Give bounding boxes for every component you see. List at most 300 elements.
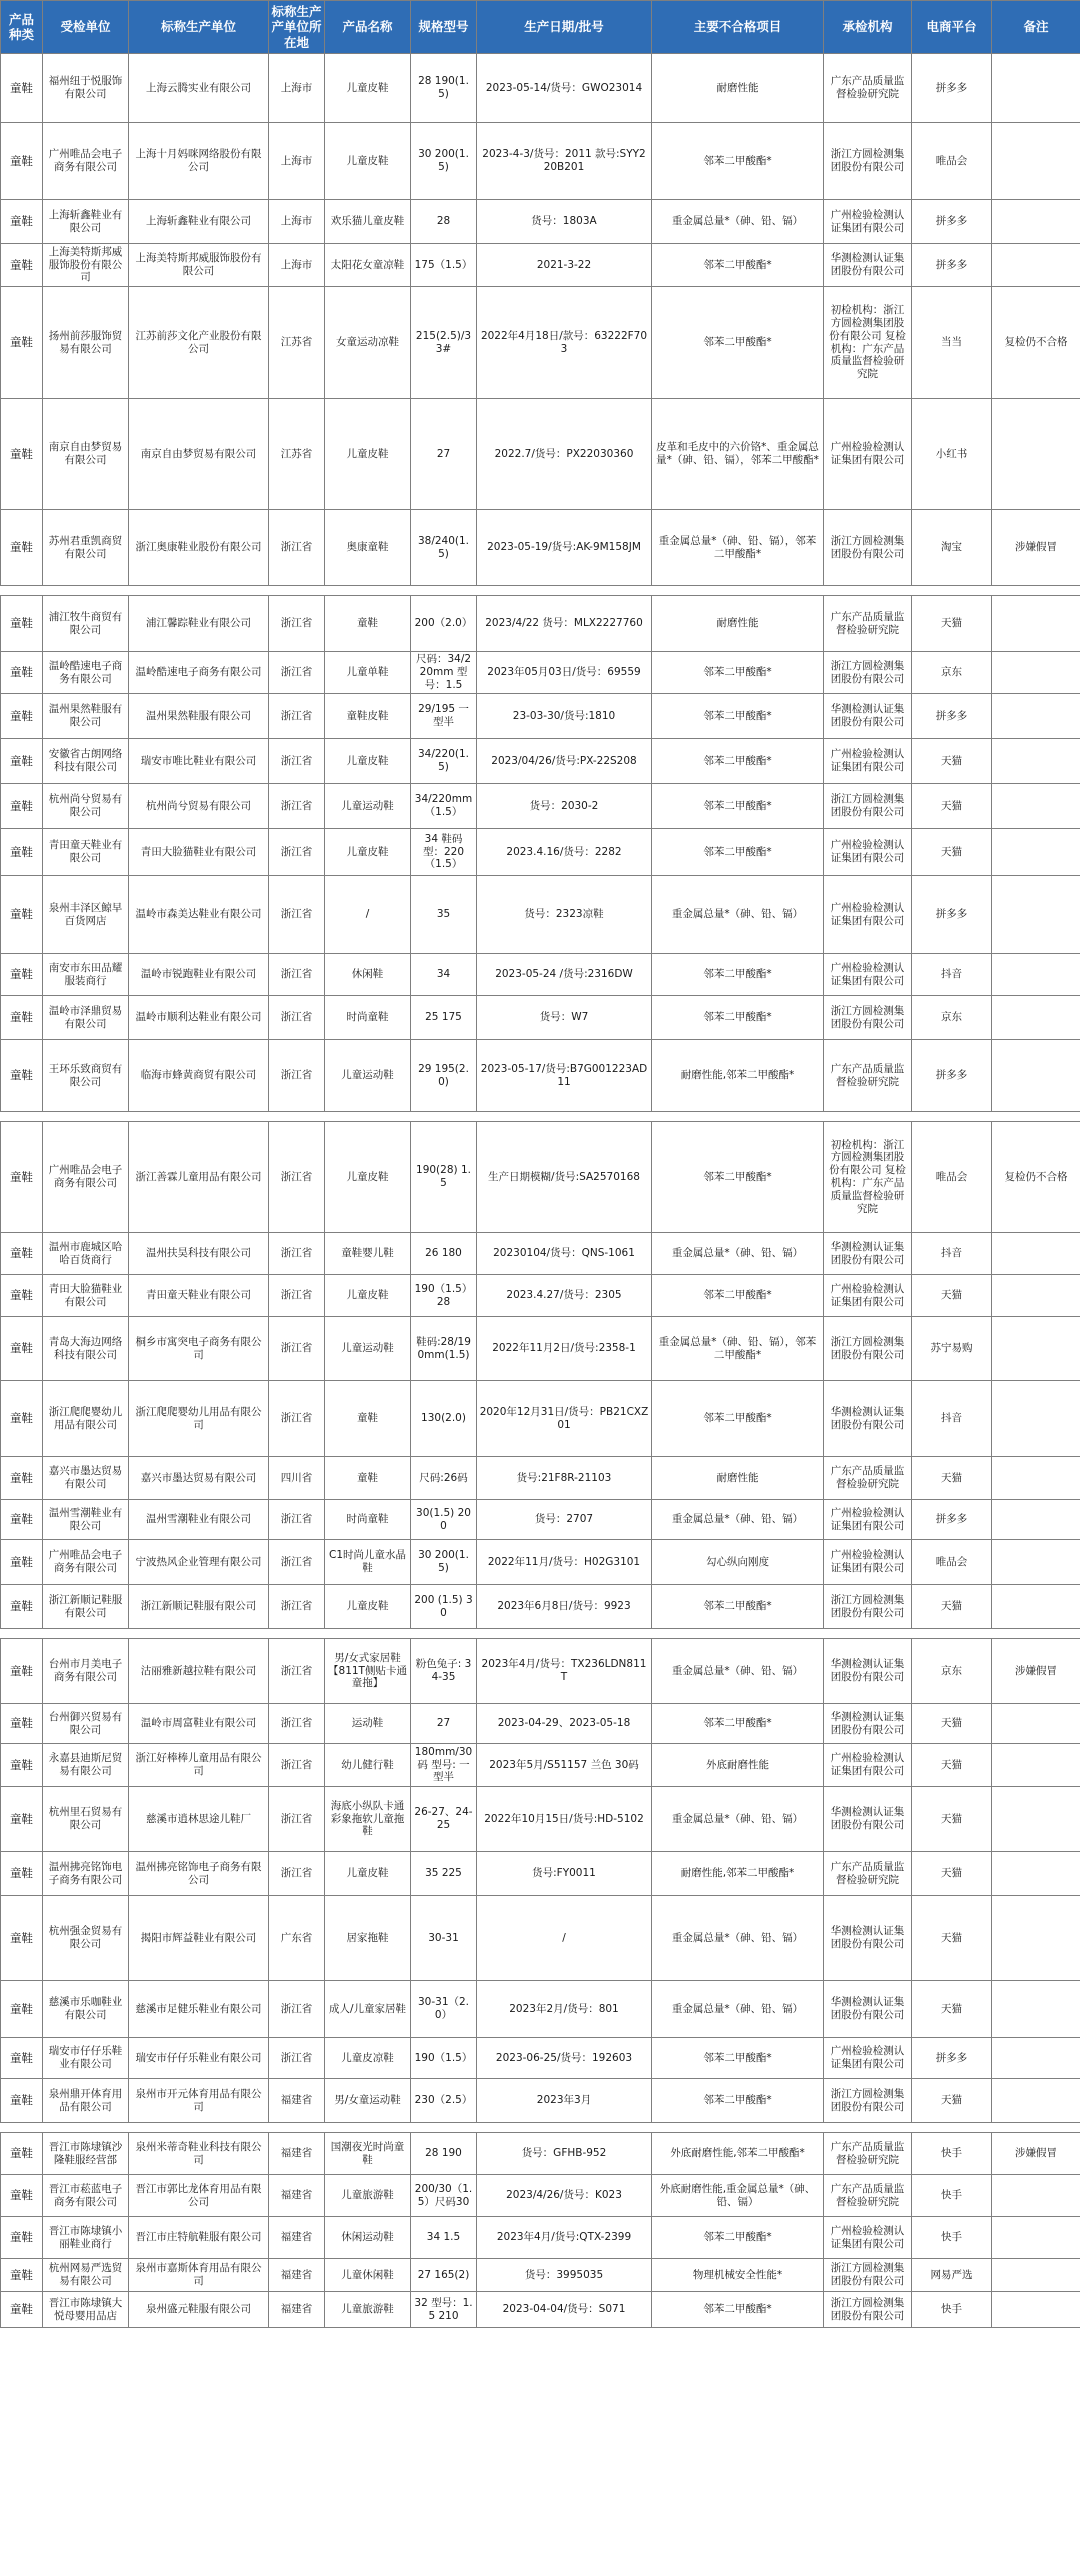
remarks-cell [992,1457,1080,1500]
manufacturer-cell: 杭州尚兮贸易有限公司 [129,784,269,829]
manufacturer-cell: 浙江好棒棒儿童用品有限公司 [129,1744,269,1787]
manufacturer-cell: 南京自由梦贸易有限公司 [129,399,269,510]
table-row [1,1317,1080,1381]
inspected-unit-cell: 杭州网易严选贸易有限公司 [43,2259,129,2292]
table-row [1,2292,1080,2328]
spec-cell: 32 型号：1.5 210 [411,2292,477,2328]
remarks-cell [992,399,1080,510]
product-type-cell: 童鞋 [1,829,43,876]
table-row [1,510,1080,586]
failed-items-cell: 邻苯二甲酸酯* [652,1704,824,1744]
batch-cell: / [477,1896,652,1981]
table-row [1,1744,1080,1787]
product-name-cell: 儿童单鞋 [325,652,411,694]
remarks-cell [992,2292,1080,2328]
failed-items-cell: 邻苯二甲酸酯* [652,287,824,399]
product-name-cell: 儿童运动鞋 [325,1317,411,1381]
remarks-cell [992,1540,1080,1585]
spec-cell: 200（2.0） [411,596,477,652]
batch-cell: 2023年05月03日/货号：69559 [477,652,652,694]
testing-agency-cell: 广州检验检测认证集团有限公司 [824,1500,912,1540]
location-cell: 江苏省 [269,287,325,399]
platform-cell: 拼多多 [912,1500,992,1540]
platform-cell: 天猫 [912,1704,992,1744]
inspected-unit-cell: 浦江牧牛商贸有限公司 [43,596,129,652]
testing-agency-cell: 浙江方圆检测集团股份有限公司 [824,123,912,200]
platform-cell: 天猫 [912,1585,992,1629]
product-name-cell: 儿童皮鞋 [325,1122,411,1233]
batch-cell: 2022年11月2日/货号:2358-1 [477,1317,652,1381]
product-type-cell: 童鞋 [1,1233,43,1275]
failed-items-cell: 耐磨性能,邻苯二甲酸酯* [652,1040,824,1112]
platform-cell: 小红书 [912,399,992,510]
table-row [1,1787,1080,1852]
product-name-cell: 女童运动凉鞋 [325,287,411,399]
manufacturer-cell: 浙江奥康鞋业股份有限公司 [129,510,269,586]
failed-items-cell: 外底耐磨性能,邻苯二甲酸酯* [652,2133,824,2175]
manufacturer-cell: 揭阳市辉益鞋业有限公司 [129,1896,269,1981]
remarks-cell [992,1981,1080,2038]
location-cell: 浙江省 [269,954,325,996]
batch-cell: 货号：2030-2 [477,784,652,829]
batch-cell: 货号:21F8R-21103 [477,1457,652,1500]
manufacturer-cell: 温岭市森美达鞋业有限公司 [129,876,269,954]
remarks-cell [992,876,1080,954]
batch-cell: 2023-05-19/货号:AK-9M158JM [477,510,652,586]
failed-items-cell: 邻苯二甲酸酯* [652,739,824,784]
location-cell: 浙江省 [269,1852,325,1896]
remarks-cell [992,739,1080,784]
platform-cell: 快手 [912,2217,992,2259]
location-cell: 福建省 [269,2079,325,2123]
product-name-cell: 时尚童鞋 [325,1500,411,1540]
inspected-unit-cell: 温州雪潮鞋业有限公司 [43,1500,129,1540]
product-name-cell: 童鞋皮鞋 [325,694,411,739]
inspected-unit-cell: 温州市鹿城区哈哈百货商行 [43,1233,129,1275]
product-type-cell: 童鞋 [1,200,43,244]
product-type-cell: 童鞋 [1,2038,43,2079]
product-type-cell: 童鞋 [1,1122,43,1233]
product-type-cell: 童鞋 [1,244,43,287]
location-cell: 浙江省 [269,1981,325,2038]
platform-cell: 拼多多 [912,2038,992,2079]
product-type-cell: 童鞋 [1,694,43,739]
inspected-unit-cell: 安徽省古朗网络科技有限公司 [43,739,129,784]
failed-items-cell: 邻苯二甲酸酯* [652,694,824,739]
inspected-unit-cell: 台州御兴贸易有限公司 [43,1704,129,1744]
spec-cell: 130(2.0) [411,1381,477,1457]
product-name-cell: 欢乐猫儿童皮鞋 [325,200,411,244]
inspected-unit-cell: 青岛大海边网络科技有限公司 [43,1317,129,1381]
platform-cell: 天猫 [912,1457,992,1500]
product-name-cell: 儿童旅游鞋 [325,2292,411,2328]
platform-cell: 唯品会 [912,123,992,200]
product-name-cell: 儿童皮鞋 [325,739,411,784]
inspected-unit-cell: 苏州君重凯商贸有限公司 [43,510,129,586]
failed-items-cell: 重金属总量*（砷、铅、镉） [652,1233,824,1275]
batch-cell: 货号：W7 [477,996,652,1040]
testing-agency-cell: 华测检测认证集团股份有限公司 [824,1896,912,1981]
testing-agency-cell: 华测检测认证集团股份有限公司 [824,1233,912,1275]
platform-cell: 淘宝 [912,510,992,586]
product-name-cell: 儿童皮鞋 [325,1585,411,1629]
location-cell: 江苏省 [269,399,325,510]
spec-cell: 34 1.5 [411,2217,477,2259]
table-row [1,1381,1080,1457]
testing-agency-cell: 华测检测认证集团股份有限公司 [824,1787,912,1852]
location-cell: 上海市 [269,200,325,244]
inspected-unit-cell: 温州拂亮铭饰电子商务有限公司 [43,1852,129,1896]
manufacturer-cell: 泉州市开元体育用品有限公司 [129,2079,269,2123]
spec-cell: 尺码:26码 [411,1457,477,1500]
remarks-cell [992,954,1080,996]
header-batch: 生产日期/批号 [477,1,652,54]
testing-agency-cell: 广东产品质量监督检验研究院 [824,596,912,652]
location-cell: 上海市 [269,54,325,123]
remarks-cell [992,2038,1080,2079]
remarks-cell [992,1233,1080,1275]
spec-cell: 29 195(2.0) [411,1040,477,1112]
table-row [1,200,1080,244]
table-row [1,694,1080,739]
product-name-cell: 童鞋 [325,1381,411,1457]
batch-cell: 2023-04-04/货号：S071 [477,2292,652,2328]
product-name-cell: 儿童休闲鞋 [325,2259,411,2292]
location-cell: 四川省 [269,1457,325,1500]
testing-agency-cell: 浙江方圆检测集团股份有限公司 [824,652,912,694]
table-row [1,1233,1080,1275]
failed-items-cell: 邻苯二甲酸酯* [652,1122,824,1233]
product-name-cell: 儿童运动鞋 [325,1040,411,1112]
location-cell: 浙江省 [269,694,325,739]
product-type-cell: 童鞋 [1,596,43,652]
spec-cell: 25 175 [411,996,477,1040]
location-cell: 浙江省 [269,1639,325,1704]
remarks-cell: 涉嫌假冒 [992,2133,1080,2175]
remarks-cell [992,1787,1080,1852]
failed-items-cell: 耐磨性能,邻苯二甲酸酯* [652,1852,824,1896]
manufacturer-cell: 上海美特斯邦威服饰股份有限公司 [129,244,269,287]
batch-cell: 2023-06-25/货号：192603 [477,2038,652,2079]
product-type-cell: 童鞋 [1,2175,43,2217]
header-manufacturer: 标称生产单位 [129,1,269,54]
remarks-cell [992,2259,1080,2292]
inspected-unit-cell: 温岭酷速电子商务有限公司 [43,652,129,694]
product-name-cell: / [325,876,411,954]
inspected-unit-cell: 泉州丰泽区鲸早百货网店 [43,876,129,954]
manufacturer-cell: 温州扶昊科技有限公司 [129,1233,269,1275]
batch-cell: 2022年10月15日/货号:HD-5102 [477,1787,652,1852]
group-separator [1,2123,1080,2133]
platform-cell: 天猫 [912,1744,992,1787]
batch-cell: 2023-05-17/货号:B7G001223AD11 [477,1040,652,1112]
spec-cell: 28 190(1.5) [411,54,477,123]
product-name-cell: 童鞋 [325,596,411,652]
remarks-cell [992,829,1080,876]
remarks-cell [992,1896,1080,1981]
inspected-unit-cell: 广州唯品会电子商务有限公司 [43,1540,129,1585]
product-type-cell: 童鞋 [1,399,43,510]
remarks-cell [992,1381,1080,1457]
batch-cell: 2022年11月/货号：H02G3101 [477,1540,652,1585]
platform-cell: 拼多多 [912,244,992,287]
location-cell: 浙江省 [269,1381,325,1457]
spec-cell: 34/220(1.5) [411,739,477,784]
product-type-cell: 童鞋 [1,2217,43,2259]
platform-cell: 快手 [912,2292,992,2328]
failed-items-cell: 重金属总量*（砷、铅、镉） [652,200,824,244]
group-separator-cell [1,1629,1080,1639]
inspected-unit-cell: 青田大脸猫鞋业有限公司 [43,1275,129,1317]
manufacturer-cell: 慈溪市足健乐鞋业有限公司 [129,1981,269,2038]
inspected-unit-cell: 上海斩鑫鞋业有限公司 [43,200,129,244]
table-row [1,1540,1080,1585]
table-row [1,1896,1080,1981]
product-name-cell: 时尚童鞋 [325,996,411,1040]
manufacturer-cell: 瑞安市唯比鞋业有限公司 [129,739,269,784]
header-remarks: 备注 [992,1,1080,54]
product-name-cell: 儿童旅游鞋 [325,2175,411,2217]
location-cell: 浙江省 [269,1540,325,1585]
inspected-unit-cell: 温州果然鞋服有限公司 [43,694,129,739]
manufacturer-cell: 温岭酷速电子商务有限公司 [129,652,269,694]
spec-cell: 鞋码:28/190mm(1.5) [411,1317,477,1381]
failed-items-cell: 重金属总量*（砷、铅、镉），邻苯二甲酸酯* [652,510,824,586]
platform-cell: 天猫 [912,596,992,652]
spec-cell: 尺码：34/220mm 型号：1.5 [411,652,477,694]
testing-agency-cell: 华测检测认证集团股份有限公司 [824,1639,912,1704]
remarks-cell [992,200,1080,244]
remarks-cell [992,1852,1080,1896]
location-cell: 上海市 [269,244,325,287]
product-type-cell: 童鞋 [1,1500,43,1540]
location-cell: 浙江省 [269,739,325,784]
table-row [1,2079,1080,2123]
spec-cell: 215(2.5)/33# [411,287,477,399]
failed-items-cell: 邻苯二甲酸酯* [652,829,824,876]
header-inspected-unit: 受检单位 [43,1,129,54]
platform-cell: 天猫 [912,1981,992,2038]
header-spec: 规格型号 [411,1,477,54]
table-row [1,652,1080,694]
manufacturer-cell: 宁波热风企业管理有限公司 [129,1540,269,1585]
location-cell: 浙江省 [269,1500,325,1540]
table-row [1,1852,1080,1896]
location-cell: 浙江省 [269,1704,325,1744]
batch-cell: 2023-4-3/货号：2011 款号:SYY220B201 [477,123,652,200]
product-type-cell: 童鞋 [1,1704,43,1744]
failed-items-cell: 外底耐磨性能,重金属总量*（砷、铅、镉） [652,2175,824,2217]
table-row [1,596,1080,652]
table-row [1,244,1080,287]
inspected-unit-cell: 南京自由梦贸易有限公司 [43,399,129,510]
spec-cell: 28 [411,200,477,244]
testing-agency-cell: 华测检测认证集团股份有限公司 [824,694,912,739]
product-type-cell: 童鞋 [1,287,43,399]
location-cell: 浙江省 [269,876,325,954]
spec-cell: 27 165(2) [411,2259,477,2292]
testing-agency-cell: 浙江方圆检测集团股份有限公司 [824,2259,912,2292]
inspected-unit-cell: 青田童天鞋业有限公司 [43,829,129,876]
location-cell: 浙江省 [269,784,325,829]
failed-items-cell: 重金属总量*（砷、铅、镉） [652,1981,824,2038]
batch-cell: 货号：GFHB-952 [477,2133,652,2175]
table-row [1,399,1080,510]
manufacturer-cell: 青田童天鞋业有限公司 [129,1275,269,1317]
table-row [1,2175,1080,2217]
spec-cell: 27 [411,1704,477,1744]
batch-cell: 2023-05-14/货号：GWO23014 [477,54,652,123]
batch-cell: 2021-3-22 [477,244,652,287]
header-platform: 电商平台 [912,1,992,54]
failed-items-cell: 耐磨性能 [652,54,824,123]
failed-items-cell: 邻苯二甲酸酯* [652,1585,824,1629]
remarks-cell: 复检仍不合格 [992,287,1080,399]
batch-cell: 货号：3995035 [477,2259,652,2292]
testing-agency-cell: 浙江方圆检测集团股份有限公司 [824,2292,912,2328]
testing-agency-cell: 广州检验检测认证集团有限公司 [824,2217,912,2259]
spec-cell: 29/195 一型半 [411,694,477,739]
remarks-cell [992,996,1080,1040]
inspected-unit-cell: 上海美特斯邦威服饰股份有限公司 [43,244,129,287]
table-row [1,876,1080,954]
product-name-cell: 童鞋婴儿鞋 [325,1233,411,1275]
platform-cell: 京东 [912,996,992,1040]
remarks-cell [992,1500,1080,1540]
inspected-unit-cell: 王环乐致商贸有限公司 [43,1040,129,1112]
testing-agency-cell: 华测检测认证集团股份有限公司 [824,1381,912,1457]
location-cell: 浙江省 [269,2038,325,2079]
inspected-unit-cell: 泉州鼎开体育用品有限公司 [43,2079,129,2123]
product-type-cell: 童鞋 [1,1896,43,1981]
batch-cell: 2022年4月18日/款号：63222F703 [477,287,652,399]
table-row [1,954,1080,996]
product-name-cell: 儿童皮鞋 [325,399,411,510]
location-cell: 浙江省 [269,1275,325,1317]
testing-agency-cell: 浙江方圆检测集团股份有限公司 [824,510,912,586]
manufacturer-cell: 浙江新顺记鞋服有限公司 [129,1585,269,1629]
location-cell: 浙江省 [269,996,325,1040]
testing-agency-cell: 浙江方圆检测集团股份有限公司 [824,784,912,829]
inspected-unit-cell: 广州唯品会电子商务有限公司 [43,1122,129,1233]
failed-items-cell: 邻苯二甲酸酯* [652,784,824,829]
location-cell: 福建省 [269,2133,325,2175]
location-cell: 福建省 [269,2292,325,2328]
product-name-cell: 幼儿健行鞋 [325,1744,411,1787]
spec-cell: 200/30（1.5）尺码30 [411,2175,477,2217]
platform-cell: 当当 [912,287,992,399]
manufacturer-cell: 温州拂亮铭饰电子商务有限公司 [129,1852,269,1896]
testing-agency-cell: 广州检验检测认证集团有限公司 [824,739,912,784]
testing-agency-cell: 广东产品质量监督检验研究院 [824,54,912,123]
product-type-cell: 童鞋 [1,1852,43,1896]
batch-cell: 货号:FY0011 [477,1852,652,1896]
product-type-cell: 童鞋 [1,2133,43,2175]
manufacturer-cell: 临海市蜂黄商贸有限公司 [129,1040,269,1112]
testing-agency-cell: 广东产品质量监督检验研究院 [824,2175,912,2217]
product-name-cell: 童鞋 [325,1457,411,1500]
table-row [1,1122,1080,1233]
product-name-cell: C1时尚儿童水晶鞋 [325,1540,411,1585]
product-name-cell: 成人/儿童家居鞋 [325,1981,411,2038]
failed-items-cell: 邻苯二甲酸酯* [652,2292,824,2328]
inspected-unit-cell: 扬州前莎服饰贸易有限公司 [43,287,129,399]
table-row [1,54,1080,123]
batch-cell: 2023-04-29、2023-05-18 [477,1704,652,1744]
batch-cell: 2023-05-24 /货号:2316DW [477,954,652,996]
product-name-cell: 居家拖鞋 [325,1896,411,1981]
spec-cell: 175（1.5） [411,244,477,287]
platform-cell: 拼多多 [912,876,992,954]
location-cell: 福建省 [269,2175,325,2217]
testing-agency-cell: 广州检验检测认证集团有限公司 [824,399,912,510]
table-row [1,784,1080,829]
product-type-cell: 童鞋 [1,954,43,996]
testing-agency-cell: 浙江方圆检测集团股份有限公司 [824,1317,912,1381]
batch-cell: 2023.4.16/货号：2282 [477,829,652,876]
spec-cell: 30-31 [411,1896,477,1981]
manufacturer-cell: 泉州米蒂奇鞋业科技有限公司 [129,2133,269,2175]
location-cell: 浙江省 [269,1122,325,1233]
remarks-cell [992,1317,1080,1381]
remarks-cell [992,2079,1080,2123]
product-name-cell: 儿童皮鞋 [325,1275,411,1317]
failed-items-cell: 邻苯二甲酸酯* [652,652,824,694]
batch-cell: 2020年12月31日/货号：PB21CXZ01 [477,1381,652,1457]
table-header-row [1,1,1080,54]
manufacturer-cell: 浙江爬爬婴幼儿用品有限公司 [129,1381,269,1457]
remarks-cell: 复检仍不合格 [992,1122,1080,1233]
inspected-unit-cell: 慈溪市乐咖鞋业有限公司 [43,1981,129,2038]
batch-cell: 货号：2323凉鞋 [477,876,652,954]
platform-cell: 拼多多 [912,1040,992,1112]
product-type-cell: 童鞋 [1,54,43,123]
platform-cell: 京东 [912,1639,992,1704]
location-cell: 上海市 [269,123,325,200]
product-type-cell: 童鞋 [1,2079,43,2123]
remarks-cell [992,784,1080,829]
location-cell: 浙江省 [269,510,325,586]
batch-cell: 2023年2月/货号：801 [477,1981,652,2038]
platform-cell: 天猫 [912,1787,992,1852]
manufacturer-cell: 泉州市嘉斯体育用品有限公司 [129,2259,269,2292]
testing-agency-cell: 广州检验检测认证集团有限公司 [824,1744,912,1787]
spec-cell: 190（1.5） [411,2038,477,2079]
spec-cell: 34 鞋码 型：220（1.5） [411,829,477,876]
spec-cell: 180mm/30码 型号: 一型半 [411,1744,477,1787]
inspected-unit-cell: 晋江市陈埭镇沙隆鞋服经营部 [43,2133,129,2175]
remarks-cell [992,1040,1080,1112]
group-separator-cell [1,2123,1080,2133]
testing-agency-cell: 华测检测认证集团股份有限公司 [824,1981,912,2038]
spec-cell: 200 (1.5) 30 [411,1585,477,1629]
testing-agency-cell: 广东产品质量监督检验研究院 [824,1457,912,1500]
inspected-unit-cell: 晋江市陈埭镇小丽鞋业商行 [43,2217,129,2259]
product-name-cell: 儿童皮凉鞋 [325,2038,411,2079]
batch-cell: 2023年4月/货号：TX236LDN811T [477,1639,652,1704]
failed-items-cell: 邻苯二甲酸酯* [652,2079,824,2123]
manufacturer-cell: 晋江市郭比龙体育用品有限公司 [129,2175,269,2217]
location-cell: 浙江省 [269,1787,325,1852]
platform-cell: 拼多多 [912,694,992,739]
platform-cell: 苏宁易购 [912,1317,992,1381]
table-row [1,996,1080,1040]
failed-items-cell: 重金属总量*（砷、铅、镉） [652,1896,824,1981]
header-location: 标称生产产单位所在地 [269,1,325,54]
testing-agency-cell: 广东产品质量监督检验研究院 [824,1852,912,1896]
location-cell: 浙江省 [269,1585,325,1629]
manufacturer-cell: 青田大脸猫鞋业有限公司 [129,829,269,876]
